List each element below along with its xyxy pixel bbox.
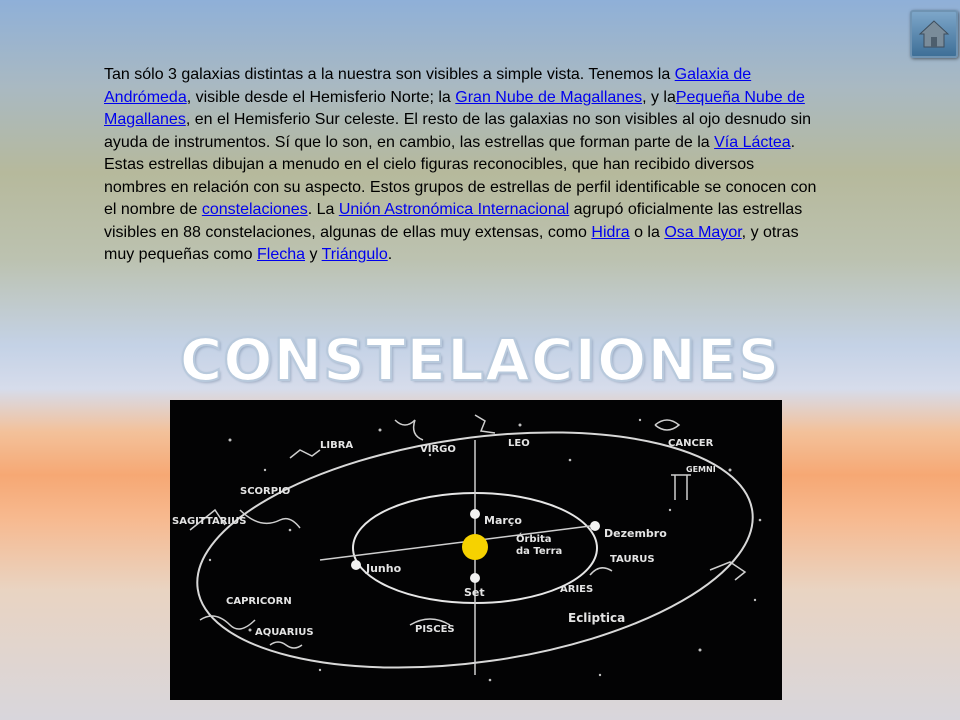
label-capricorn: CAPRICORN: [226, 596, 292, 607]
link-constelaciones[interactable]: constelaciones: [201, 201, 308, 218]
aries-figure: [590, 568, 612, 575]
label-orbita-line1: Órbita: [516, 534, 552, 545]
label-aquarius: AQUARIUS: [255, 627, 314, 638]
label-dezembro: Dezembro: [604, 527, 667, 540]
label-gemini: GEMNI: [686, 465, 716, 474]
link-via-lactea[interactable]: Vía Láctea: [714, 133, 791, 151]
paragraph-text: , y la: [642, 88, 676, 106]
paragraph-text: , en el Hemisferio Sur celeste. El resto de las galaxias no son visibles al ojo desnudo sin ayuda de instrumentos. Sí que lo son, en cambio, las estrellas que forman parte de la: [104, 111, 812, 151]
earth-march: [470, 509, 480, 519]
paragraph-text: agrupó oficialmente las estrellas visibles en 88 constelaciones, algunas de ellas muy extensas, como: [104, 201, 803, 241]
libra-figure: [290, 450, 320, 458]
link-flecha[interactable]: Flecha: [256, 246, 306, 263]
link-triangulo[interactable]: Triángulo: [321, 246, 388, 263]
home-icon: [918, 18, 950, 50]
home-button[interactable]: [910, 10, 958, 58]
link-andromeda[interactable]: Galaxia de Andrómeda: [104, 66, 752, 106]
link-gran-nube-magallanes[interactable]: Gran Nube de Magallanes: [455, 88, 643, 106]
gemini-figure: [671, 475, 691, 500]
paragraph-text: , y otras muy pequeñas como: [104, 223, 799, 263]
constellations-paragraph: [104, 64, 818, 267]
label-libra: LIBRA: [320, 440, 354, 451]
leo-figure: [475, 415, 495, 433]
paragraph-text: . Estas estrellas dibujan a menudo en el cielo figuras reconocibles, que han recibido diversos nombres en relación con su aspecto. Estos grupos de estrellas de perfil identificable se conocen con el nombre de: [104, 133, 817, 218]
page-title: CONSTELACIONES: [179, 326, 781, 394]
label-orbita-line2: da Terra: [516, 546, 563, 557]
paragraph-text: .: [387, 246, 393, 263]
label-virgo: VIRGO: [420, 444, 456, 455]
label-scorpio: SCORPIO: [240, 486, 291, 497]
link-osa-mayor[interactable]: Osa Mayor: [664, 223, 742, 241]
label-set: Set: [464, 586, 485, 599]
paragraph-text: o la: [629, 223, 665, 241]
scorpio-figure: [240, 510, 300, 528]
paragraph-text: . La: [307, 201, 339, 218]
earth-june: [351, 560, 361, 570]
sun: [462, 534, 488, 560]
label-taurus: TAURUS: [610, 554, 655, 565]
label-leo: LEO: [508, 438, 530, 449]
label-junho: Junho: [366, 562, 402, 575]
paragraph-text: y: [305, 246, 322, 263]
label-aries: ARIES: [560, 584, 594, 595]
link-hidra[interactable]: Hidra: [591, 223, 630, 241]
label-pisces: PISCES: [415, 624, 455, 635]
label-marco: Março: [484, 514, 522, 527]
cancer-figure: [655, 420, 679, 430]
capricorn-figure: [200, 616, 255, 629]
label-cancer: CANCER: [668, 438, 714, 449]
link-pequena-nube-magallanes[interactable]: Pequeña Nube de Magallanes: [104, 88, 805, 128]
zodiac-diagram-image: [170, 400, 782, 700]
earth-december: [590, 521, 600, 531]
paragraph-text: Tan sólo 3 galaxias distintas a la nuestra son visibles a simple vista. Tenemos la: [104, 66, 675, 83]
aquarius-figure: [270, 642, 302, 648]
earth-september: [470, 573, 480, 583]
link-union-astronomica[interactable]: Unión Astronómica Internacional: [338, 201, 570, 218]
paragraph-text: , visible desde el Hemisferio Norte; la: [186, 88, 456, 106]
virgo-figure: [395, 420, 423, 440]
label-sagittarius: SAGITTARIUS: [172, 516, 247, 527]
label-ecliptica: Ecliptica: [568, 611, 626, 625]
